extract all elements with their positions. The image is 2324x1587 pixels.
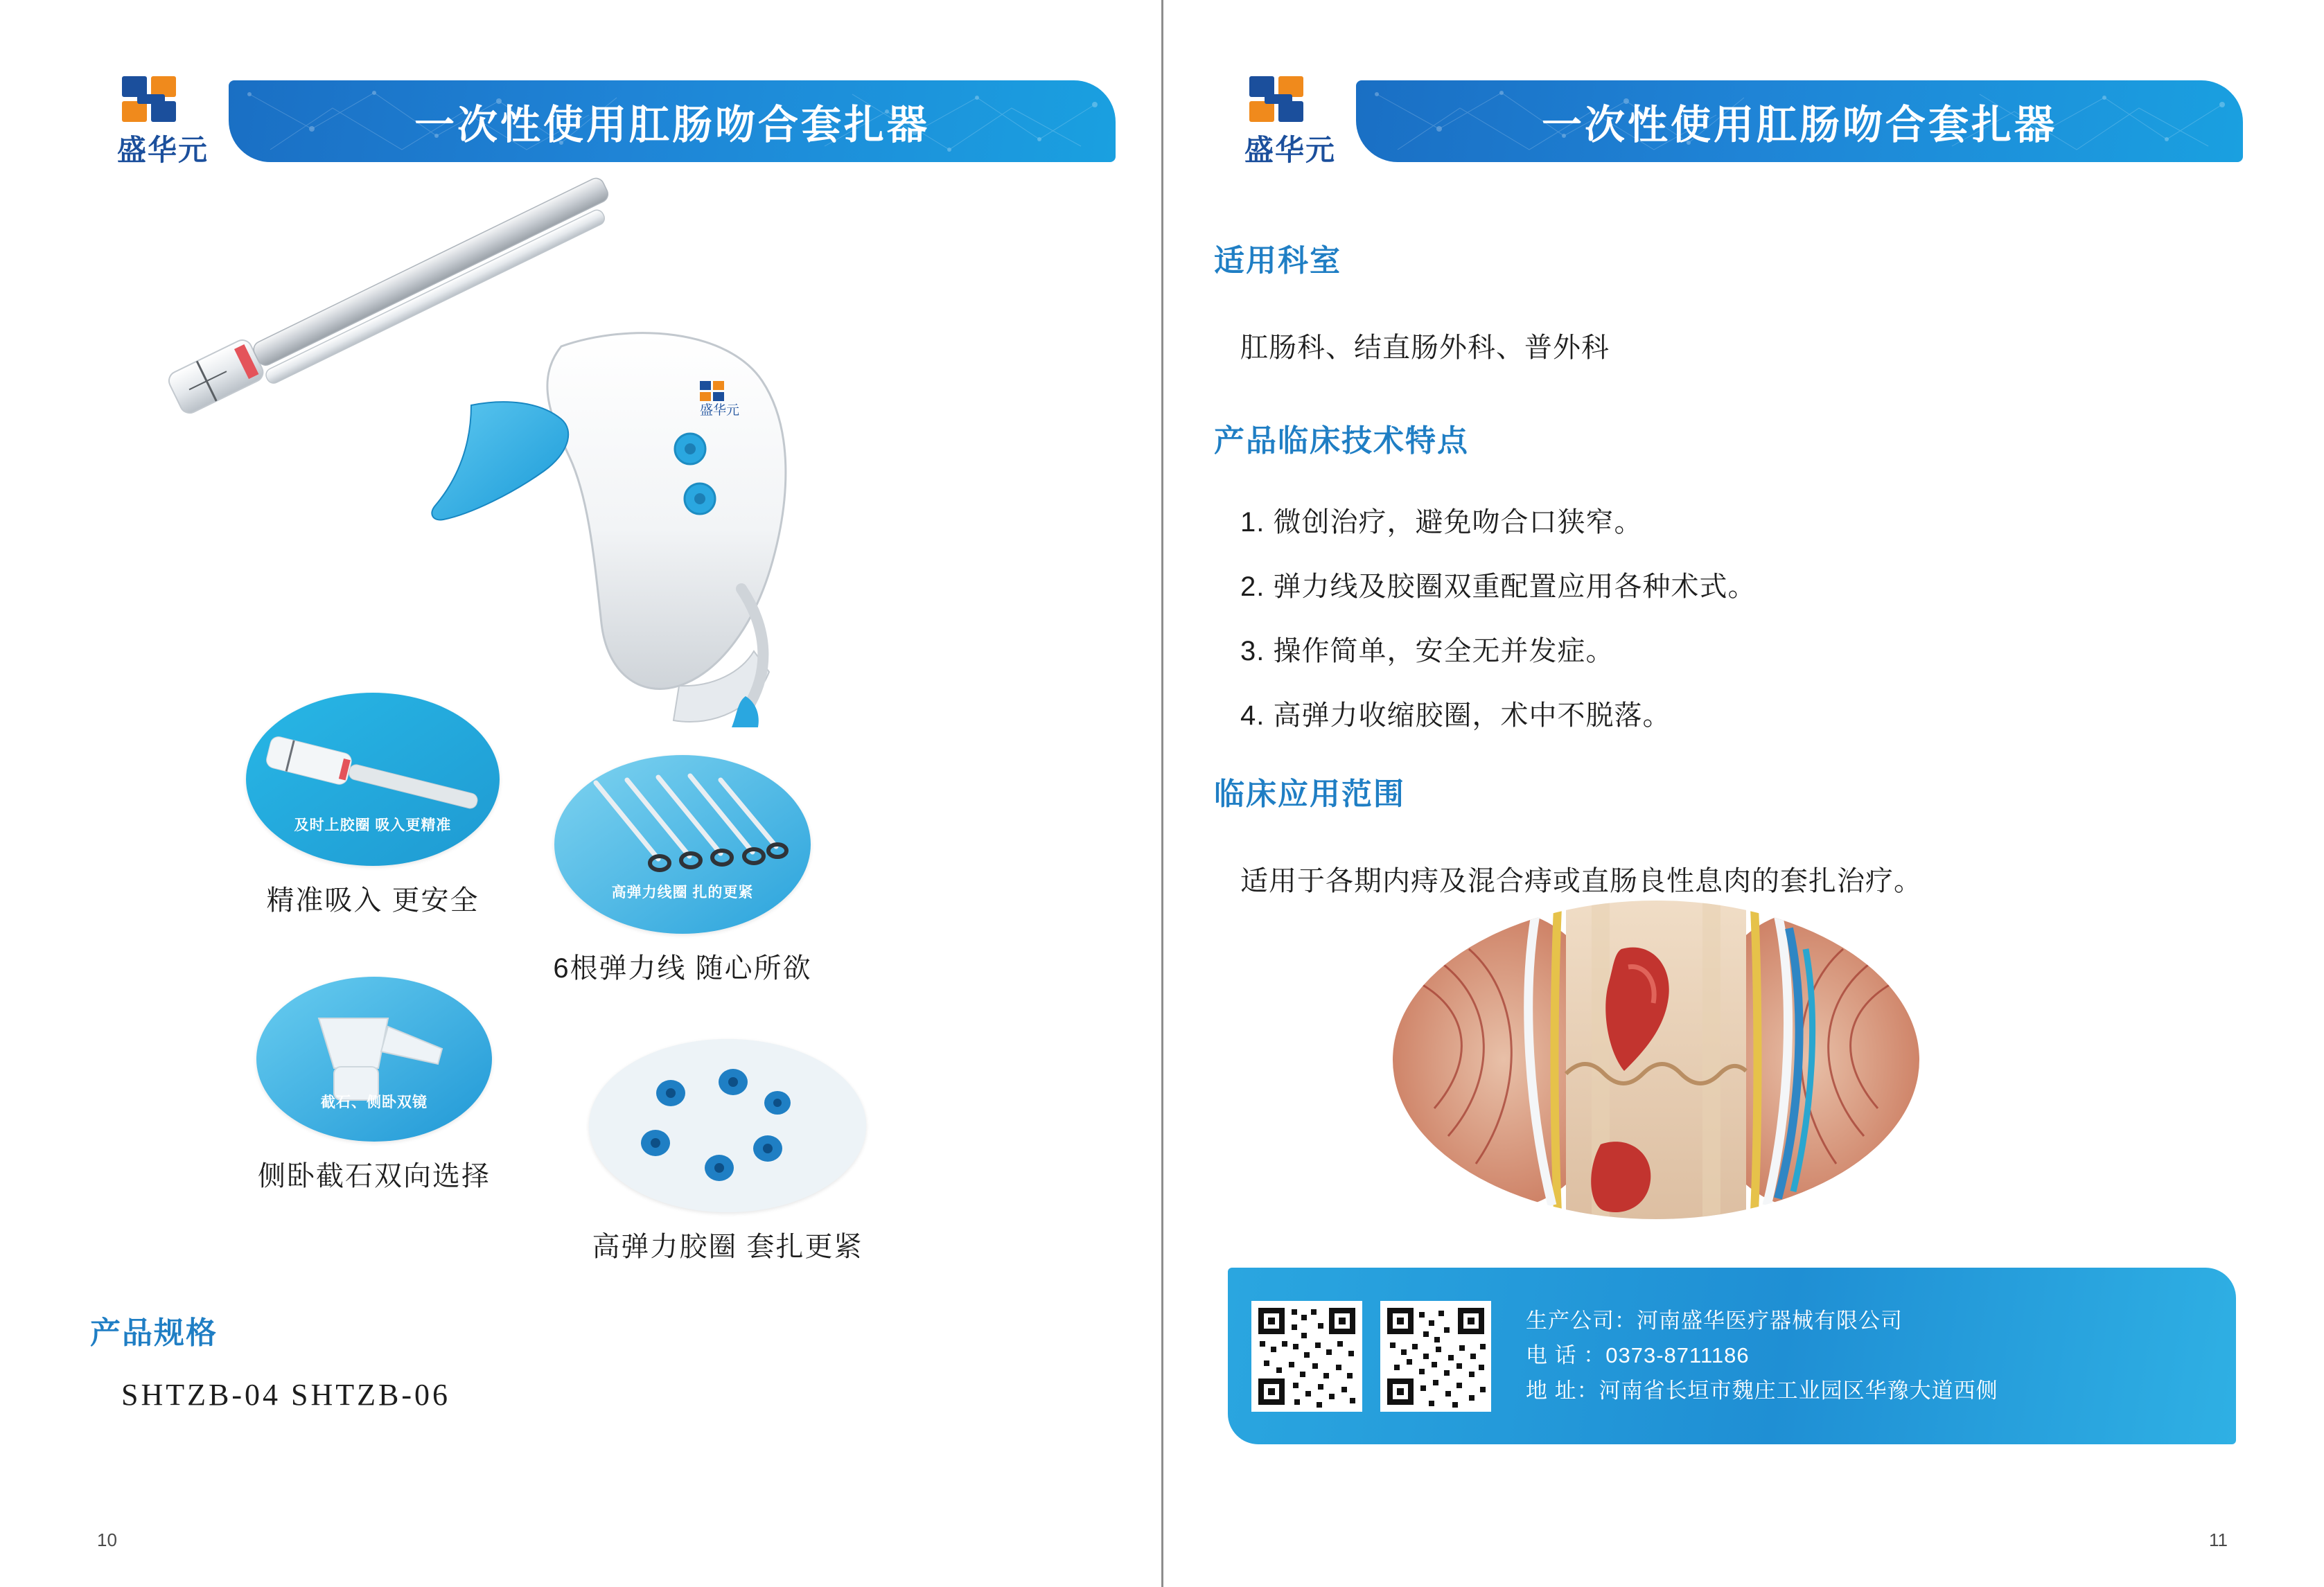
qr-code-left	[1251, 1301, 1362, 1412]
svg-text:盛华元: 盛华元	[700, 403, 740, 418]
qr-code-icon	[1380, 1301, 1491, 1412]
contact-address-value: 河南省长垣市魏庄工业园区华豫大道西侧	[1599, 1378, 1998, 1403]
left-page-number: 10	[97, 1530, 117, 1550]
contact-company-label: 生产公司：	[1526, 1309, 1637, 1333]
section-3-heading: 临床应用范围	[1214, 777, 1405, 811]
spec-value: SHTZB-04 SHTZB-06	[121, 1378, 450, 1412]
contact-company	[1526, 1304, 1998, 1338]
qr-code-icon	[1251, 1301, 1362, 1412]
list-item: 2. 弹力线及胶圈双重配置应用各种术式。	[1240, 571, 1757, 602]
brand-name: 盛华元	[116, 134, 209, 166]
section-1-body: 肛肠科、结直肠外科、普外科	[1240, 333, 1610, 363]
list-item: 4. 高弹力收缩胶圈，术中不脱落。	[1240, 700, 1671, 731]
section-1-heading: 适用科室	[1214, 244, 1341, 278]
section-2-heading: 产品临床技术特点	[1214, 424, 1469, 458]
feature-4-caption: 高弹力胶圈 套扎更紧	[592, 1232, 863, 1262]
contact-company-value: 河南盛华医疗器械有限公司	[1637, 1309, 1903, 1333]
contact-address-label: 地 址：	[1526, 1378, 1599, 1403]
right-header-title: 一次性使用肛肠吻合套扎器	[1541, 103, 2057, 148]
contact-phone-label: 电 话 ：	[1526, 1343, 1606, 1368]
feature-3-badge: 截石、侧卧双镜	[321, 1094, 428, 1111]
feature-1-caption: 精准吸入 更安全	[266, 885, 479, 916]
qr-code-right	[1380, 1301, 1491, 1412]
clinical-feature-list	[1240, 500, 2210, 758]
contact-details	[1526, 1304, 1998, 1408]
list-item: 1. 微创治疗，避免吻合口狭窄。	[1240, 507, 1643, 538]
contact-block	[1228, 1268, 2236, 1444]
feature-3-caption: 侧卧截石双向选择	[258, 1161, 491, 1191]
list-item: 3. 操作简单，安全无并发症。	[1240, 636, 1614, 666]
left-header-title: 一次性使用肛肠吻合套扎器	[414, 103, 930, 148]
feature-2-badge: 高弹力线圈 扎的更紧	[611, 884, 754, 901]
right-page-number: 11	[2209, 1530, 2228, 1550]
spec-title: 产品规格	[90, 1316, 218, 1350]
anatomy-illustration	[1393, 901, 1919, 1219]
contact-phone	[1526, 1338, 1998, 1373]
contact-address	[1526, 1374, 1998, 1408]
brand-name-right: 盛华元	[1244, 134, 1336, 166]
section-3-body: 适用于各期内痔及混合痔或直肠良性息肉的套扎治疗。	[1240, 866, 1922, 896]
feature-2-caption: 6根弹力线 随心所欲	[553, 953, 812, 984]
feature-1-badge: 及时上胶圈 吸入更精准	[294, 817, 452, 833]
contact-phone-value: 0373-8711186	[1605, 1343, 1750, 1368]
rectum-anatomy-icon	[1393, 901, 1919, 1219]
